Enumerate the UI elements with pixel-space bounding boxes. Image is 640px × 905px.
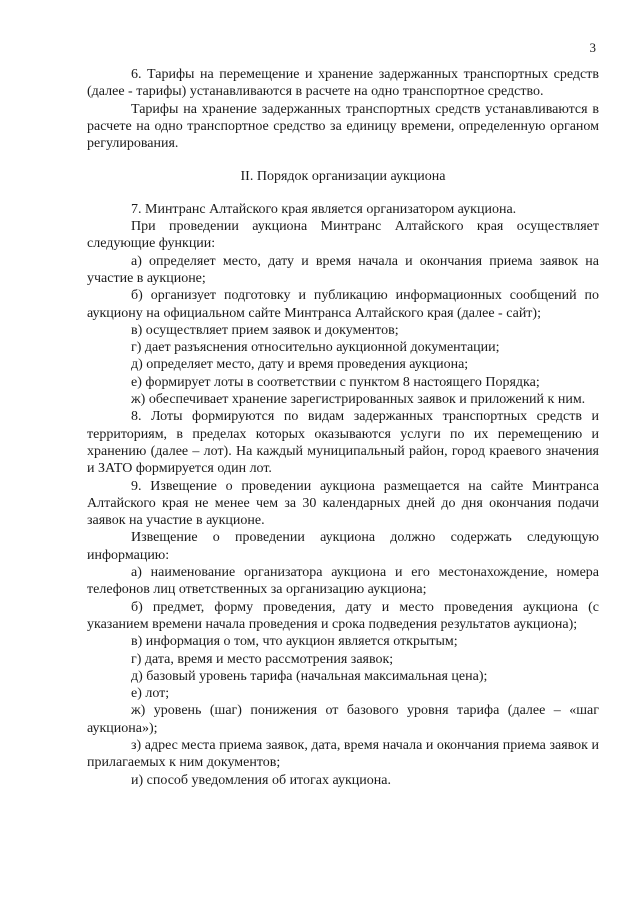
paragraph: 8. Лоты формируются по видам задержанных транспортных средств и территориям, в пределах которых оказываются услуги по их перемещению и хранению (далее – лот). На каждый муниципальный район, город краевого значения и ЗАТО формируется один лот. — [87, 409, 599, 477]
list-item: б) предмет, форму проведения, дату и место проведения аукциона (с указанием времени начала проведения и срока подведения результатов аукциона); — [87, 599, 599, 632]
list-item: е) формирует лоты в соответствии с пунктом 8 настоящего Порядка; — [131, 374, 540, 390]
list-item: д) базовый уровень тарифа (начальная максимальная цена); — [131, 668, 488, 684]
list-item: е) лот; — [131, 686, 170, 702]
paragraph: 9. Извещение о проведении аукциона размещается на сайте Минтранса Алтайского края не менее чем за 30 календарных дней до дня окончания подачи заявок на участие в аукционе. — [87, 478, 599, 529]
list-item: ж) уровень (шаг) понижения от базового уровня тарифа (далее – «шаг аукциона»); — [87, 703, 599, 736]
list-item: г) дает разъяснения относительно аукционной документации; — [131, 340, 500, 356]
list-item: г) дата, время и место рассмотрения заявок; — [131, 651, 394, 667]
document-body — [87, 66, 599, 789]
page-number: 3 — [589, 40, 596, 55]
section-heading: II. Порядок организации аукциона — [240, 169, 446, 185]
list-item: в) осуществляет прием заявок и документов; — [131, 322, 399, 338]
list-item: з) адрес места приема заявок, дата, время начала и окончания приема заявок и прилагаемых к ним документов; — [87, 737, 599, 771]
list-item: в) информация о том, что аукцион является открытым; — [131, 634, 458, 650]
list-item: ж) обеспечивает хранение зарегистрированных заявок и приложений к ним. — [131, 392, 586, 408]
paragraph: При проведении аукциона Минтранс Алтайского края осуществляет следующие функции: — [87, 219, 599, 252]
paragraph: 7. Минтранс Алтайского края является организатором аукциона. — [131, 201, 517, 217]
list-item: и) способ уведомления об итогах аукциона. — [131, 772, 391, 788]
list-item: д) определяет место, дату и время проведения аукциона; — [131, 357, 469, 373]
list-item: а) определяет место, дату и время начала и окончания приема заявок на участие в аукционе; — [87, 253, 599, 286]
paragraph: Тарифы на хранение задержанных транспортных средств устанавливаются в расчете на одно транспортное средство за единицу времени, определенную органом регулирования. — [87, 101, 599, 152]
list-item: б) организует подготовку и публикацию информационных сообщений по аукциону на официальном сайте Минтранса Алтайского края (далее - сайт); — [87, 288, 599, 321]
paragraph: 6. Тарифы на перемещение и хранение задержанных транспортных средств (далее - тарифы) устанавливаются в расчете на одно транспортное средство. — [87, 67, 599, 100]
list-item: а) наименование организатора аукциона и его местонахождение, номера телефонов лиц ответственных за организацию аукциона; — [87, 565, 599, 598]
paragraph: Извещение о проведении аукциона должно содержать следующую информацию: — [87, 530, 599, 563]
